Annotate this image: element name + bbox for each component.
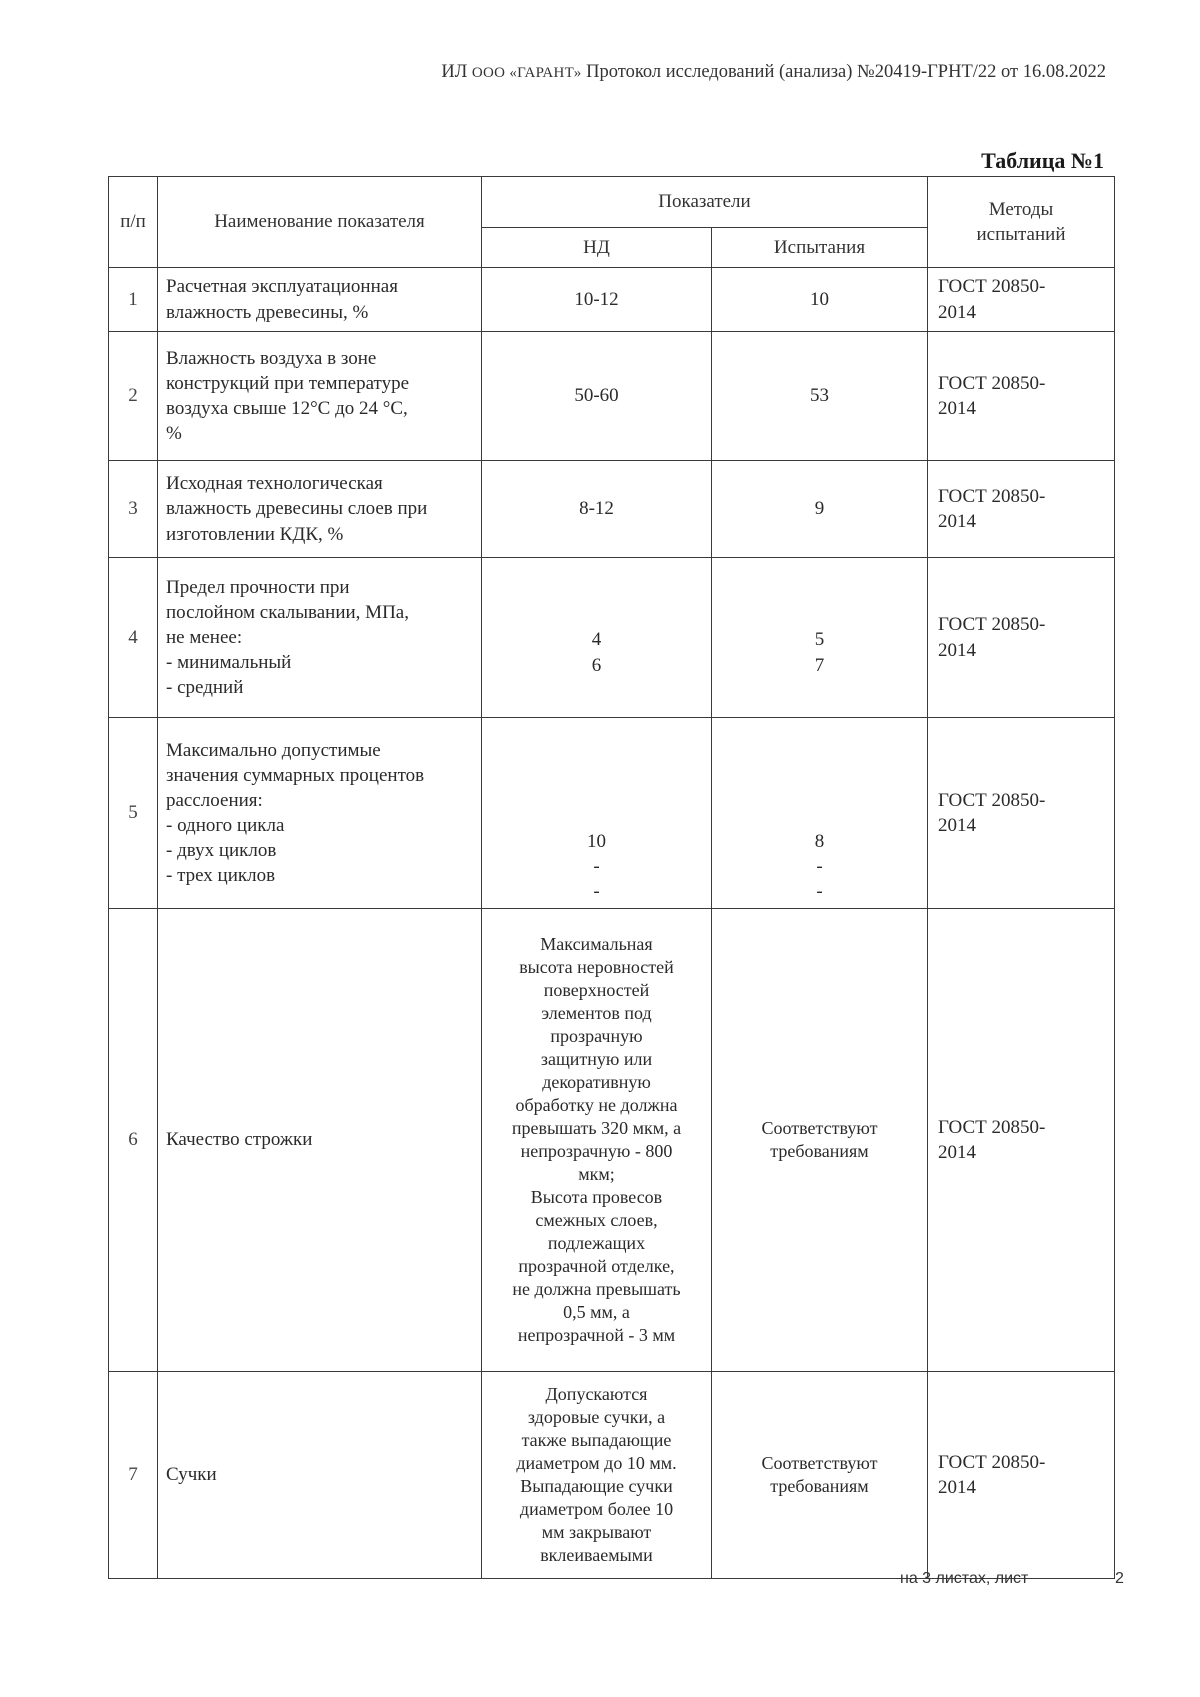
nd-value	[482, 1372, 712, 1579]
page-number: 2	[1115, 1570, 1124, 1587]
method-line: ГОСТ 20850-	[938, 1451, 1046, 1473]
nd-line: диаметром до 10 мм.	[516, 1452, 677, 1473]
row-number: 1	[109, 268, 158, 332]
indicator-name	[158, 909, 482, 1372]
nd-line: подлежащих	[547, 1233, 646, 1254]
nd-line: защитную или	[540, 1048, 653, 1069]
indicator-name	[158, 718, 482, 909]
col-header-test: Испытания	[712, 228, 928, 268]
nd-line: -	[593, 855, 600, 877]
name-line: %	[166, 423, 182, 445]
method-line: 2014	[938, 1142, 976, 1163]
col-header-methods-line2: испытаний	[976, 224, 1066, 245]
name-line: Расчетная эксплуатационная	[166, 276, 398, 298]
name-line: послойном скалывании, МПа,	[166, 601, 409, 623]
name-line: изготовлении КДК, %	[166, 523, 344, 545]
test-method	[928, 909, 1115, 1372]
nd-line: 6	[591, 654, 602, 676]
nd-line: вклеиваемыми	[540, 1545, 653, 1566]
indicator-name	[158, 558, 482, 718]
test-value	[712, 718, 928, 909]
test-line: Соответствуют	[761, 1452, 878, 1473]
nd-line: диаметром более 10	[519, 1499, 674, 1520]
test-line: требованиям	[770, 1476, 869, 1496]
method-line: ГОСТ 20850-	[938, 485, 1046, 507]
nd-value: 8-12	[482, 461, 712, 558]
nd-line: непрозрачную - 800	[520, 1141, 673, 1161]
test-method	[928, 461, 1115, 558]
test-value	[712, 558, 928, 718]
nd-line: непрозрачной - 3 мм	[517, 1325, 676, 1346]
table-row	[109, 1372, 1115, 1579]
table-title: Таблица №1	[981, 148, 1104, 173]
sheets-info: на 3 листах, лист	[900, 1570, 1029, 1587]
method-line: ГОСТ 20850-	[938, 372, 1046, 394]
nd-line: также выпадающие	[521, 1429, 672, 1450]
name-line: конструкций при температуре	[166, 372, 410, 394]
method-line: ГОСТ 20850-	[938, 789, 1046, 811]
name-line: Исходная технологическая	[166, 473, 383, 495]
name-line: не менее:	[166, 626, 243, 648]
nd-line: смежных слоев,	[535, 1210, 658, 1231]
method-line: ГОСТ 20850-	[938, 614, 1046, 636]
col-header-methods-line1: Методы	[988, 198, 1054, 220]
nd-line: элементов под	[541, 1002, 652, 1023]
test-method	[928, 718, 1115, 909]
name-line: - одного цикла	[166, 815, 285, 836]
header-org-prefix: ИЛ	[441, 62, 468, 82]
name-line: Максимально допустимые	[166, 739, 381, 761]
name-line: расслоения:	[166, 789, 263, 811]
name-line: - трех циклов	[166, 865, 276, 887]
nd-value	[482, 718, 712, 909]
nd-line: не должна превышать	[512, 1279, 681, 1300]
method-line: 2014	[938, 815, 976, 836]
test-line: 7	[814, 654, 825, 676]
indicator-name	[158, 268, 482, 332]
method-line: 2014	[938, 639, 976, 661]
method-line: ГОСТ 20850-	[938, 1116, 1046, 1138]
row-number: 7	[109, 1372, 158, 1579]
col-header-indicators: Показатели	[482, 177, 928, 228]
test-line: Соответствуют	[761, 1117, 878, 1138]
method-line: 2014	[938, 301, 976, 323]
nd-value: 50-60	[482, 332, 712, 461]
nd-line: мм закрывают	[541, 1522, 652, 1543]
indicator-name	[158, 461, 482, 558]
nd-value	[482, 558, 712, 718]
nd-line: 0,5 мм, а	[563, 1302, 630, 1323]
table-row	[109, 332, 1115, 461]
name-line: Влажность воздуха в зоне	[166, 347, 377, 369]
test-line: требованиям	[770, 1141, 869, 1161]
table-row	[109, 909, 1115, 1372]
table-row	[109, 268, 1115, 332]
col-header-num: п/п	[109, 177, 158, 268]
test-value: 10	[712, 268, 928, 332]
nd-line: Максимальная	[540, 933, 653, 954]
test-value: 9	[712, 461, 928, 558]
row-number: 6	[109, 909, 158, 1372]
test-method	[928, 268, 1115, 332]
table-row	[109, 461, 1115, 558]
test-value: 53	[712, 332, 928, 461]
nd-value: 10-12	[482, 268, 712, 332]
name-line: Предел прочности при	[166, 576, 350, 598]
test-method	[928, 1372, 1115, 1579]
nd-line: прозрачной отделке,	[518, 1256, 675, 1277]
nd-line: мкм;	[578, 1164, 615, 1185]
row-number: 4	[109, 558, 158, 718]
header-org-name: ООО «ГАРАНТ»	[471, 65, 582, 81]
nd-line: высота неровностей	[519, 956, 674, 977]
nd-line: -	[593, 880, 600, 902]
test-value	[712, 1372, 928, 1579]
name-line: Сучки	[166, 1464, 217, 1486]
nd-line: Допускаются	[545, 1383, 648, 1404]
col-header-methods	[928, 177, 1115, 268]
name-line: значения суммарных процентов	[166, 764, 425, 786]
test-line: -	[816, 855, 823, 877]
nd-line: прозрачную	[550, 1025, 643, 1046]
table-row	[109, 718, 1115, 909]
name-line: влажность древесины, %	[166, 301, 369, 323]
test-method	[928, 558, 1115, 718]
name-line: воздуха свыше 12°С до 24 °С,	[166, 398, 408, 419]
nd-line: здоровые сучки, а	[527, 1406, 666, 1427]
row-number: 3	[109, 461, 158, 558]
nd-line: превышать 320 мкм, а	[511, 1117, 682, 1138]
test-method	[928, 332, 1115, 461]
table-row	[109, 558, 1115, 718]
row-number: 2	[109, 332, 158, 461]
header-protocol: Протокол исследований (анализа) №20419-ГРНТ/22 от 16.08.2022	[586, 62, 1106, 82]
method-line: 2014	[938, 398, 976, 419]
test-line: 5	[814, 629, 825, 651]
test-value	[712, 909, 928, 1372]
col-header-nd: НД	[482, 228, 712, 268]
method-line: ГОСТ 20850-	[938, 276, 1046, 298]
test-line: -	[816, 880, 823, 902]
col-header-name: Наименование показателя	[158, 177, 482, 268]
name-line: Качество строжки	[166, 1129, 313, 1151]
nd-line: обработку не должна	[515, 1094, 678, 1115]
name-line: влажность древесины слоев при	[166, 498, 428, 520]
indicator-name	[158, 1372, 482, 1579]
name-line: - средний	[166, 677, 244, 699]
method-line: 2014	[938, 511, 976, 532]
document-header	[441, 62, 1106, 83]
nd-line: Высота провесов	[530, 1187, 663, 1208]
page-footer	[900, 1570, 1124, 1588]
indicator-name	[158, 332, 482, 461]
row-number: 5	[109, 718, 158, 909]
nd-line: 4	[591, 629, 602, 651]
nd-line: декоративную	[542, 1071, 651, 1092]
method-line: 2014	[938, 1477, 976, 1498]
test-line: 8	[814, 830, 825, 852]
nd-line: поверхностей	[543, 979, 650, 1000]
indicators-table	[108, 176, 1115, 1579]
name-line: - двух циклов	[166, 840, 277, 862]
nd-value	[482, 909, 712, 1372]
nd-line: Выпадающие сучки	[520, 1476, 673, 1496]
name-line: - минимальный	[166, 652, 292, 674]
nd-line: 10	[587, 830, 606, 852]
